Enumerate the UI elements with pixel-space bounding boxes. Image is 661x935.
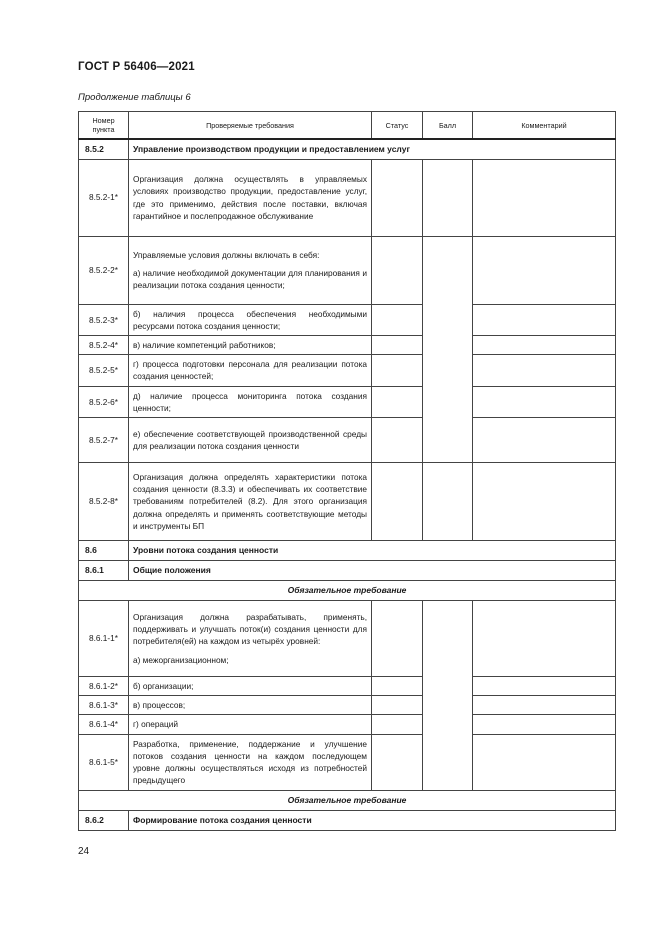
table-row	[79, 335, 616, 354]
requirement-item: а) наличие необходимой документации для планирования и реализации потока создания ценности;	[133, 267, 367, 291]
item-number: 8.5.2	[79, 139, 129, 159]
item-number: 8.5.2-2*	[79, 236, 129, 304]
table-row	[79, 715, 616, 734]
table-row	[79, 696, 616, 715]
item-number: 8.5.2-3*	[79, 304, 129, 335]
comment-cell[interactable]	[473, 304, 616, 335]
section-title: Управление производством продукции и предоставлением услуг	[129, 139, 616, 159]
requirement-intro: Управляемые условия должны включать в себя:	[133, 249, 320, 260]
requirement-item: а) межорганизационном;	[133, 654, 229, 665]
comment-cell[interactable]	[473, 734, 616, 790]
item-number: 8.6.1	[79, 560, 129, 580]
mandatory-requirement-row	[79, 790, 616, 810]
requirement-text: г) процесса подготовки персонала для реализации потока создания ценностей;	[129, 355, 372, 386]
item-number: 8.6.1-2*	[79, 676, 129, 695]
comment-cell[interactable]	[473, 715, 616, 734]
requirement-intro: Организация должна разрабатывать, применять, поддерживать и улучшать поток(и) создания ценности для потребителя(ей) на каждом из четырёх уровней:	[133, 612, 367, 647]
item-number: 8.5.2-8*	[79, 462, 129, 540]
section-row	[79, 139, 616, 159]
comment-cell[interactable]	[473, 417, 616, 462]
status-cell[interactable]	[372, 696, 423, 715]
comment-cell[interactable]	[473, 335, 616, 354]
section-title: Уровни потока создания ценности	[129, 540, 616, 560]
item-number: 8.6	[79, 540, 129, 560]
comment-cell[interactable]	[473, 696, 616, 715]
requirement-text	[129, 600, 372, 676]
comment-cell[interactable]	[473, 386, 616, 417]
table-row	[79, 676, 616, 695]
comment-cell[interactable]	[473, 462, 616, 540]
requirement-text: д) наличие процесса мониторинга потока создания ценности;	[129, 386, 372, 417]
item-number: 8.5.2-4*	[79, 335, 129, 354]
status-cell[interactable]	[372, 600, 423, 676]
status-cell[interactable]	[372, 355, 423, 386]
mandatory-requirement-label: Обязательное требование	[79, 580, 616, 600]
table-row	[79, 734, 616, 790]
status-cell[interactable]	[372, 304, 423, 335]
requirement-text: Разработка, применение, поддержание и улучшение потоков создания ценности на каждом последующем уровне должны осуществляться исходя из потребностей предыдущего	[129, 734, 372, 790]
status-cell[interactable]	[372, 715, 423, 734]
comment-cell[interactable]	[473, 600, 616, 676]
requirement-text: в) наличие компетенций работников;	[129, 335, 372, 354]
comment-cell[interactable]	[473, 676, 616, 695]
table-caption: Продолжение таблицы 6	[78, 92, 191, 103]
table-row	[79, 159, 616, 236]
page-number: 24	[78, 846, 90, 857]
column-header-comment: Комментарий	[473, 112, 616, 140]
status-cell[interactable]	[372, 386, 423, 417]
item-number: 8.6.1-3*	[79, 696, 129, 715]
table-header-row	[79, 112, 616, 140]
score-cell[interactable]	[423, 462, 473, 540]
comment-cell[interactable]	[473, 355, 616, 386]
section-row	[79, 560, 616, 580]
requirement-text: б) наличия процесса обеспечения необходимыми ресурсами потока создания ценности;	[129, 304, 372, 335]
item-number: 8.5.2-1*	[79, 159, 129, 236]
column-header-status: Статус	[372, 112, 423, 140]
column-header-number: Номер пункта	[79, 112, 129, 140]
status-cell[interactable]	[372, 417, 423, 462]
table-row	[79, 417, 616, 462]
requirement-text: Организация должна определять характеристики потока создания ценности (8.3.3) и обеспечивать их соответствие требованиям потребителей (8.2). Для этого организация должна определять и применять соответствующие методы и инструменты БП	[129, 462, 372, 540]
table-row	[79, 600, 616, 676]
comment-cell[interactable]	[473, 236, 616, 304]
requirement-text: е) обеспечение соответствующей производственной среды для реализации потока создания ценности	[129, 417, 372, 462]
status-cell[interactable]	[372, 236, 423, 304]
column-header-requirements: Проверяемые требования	[129, 112, 372, 140]
table-row	[79, 304, 616, 335]
column-header-score: Балл	[423, 112, 473, 140]
requirement-text: г) операций	[129, 715, 372, 734]
item-number: 8.6.1-1*	[79, 600, 129, 676]
section-row	[79, 810, 616, 830]
item-number: 8.6.1-4*	[79, 715, 129, 734]
document-title: ГОСТ Р 56406—2021	[78, 61, 195, 73]
requirements-table	[78, 111, 616, 831]
table-row	[79, 355, 616, 386]
table-row	[79, 462, 616, 540]
table-row	[79, 386, 616, 417]
mandatory-requirement-label: Обязательное требование	[79, 790, 616, 810]
status-cell[interactable]	[372, 734, 423, 790]
requirement-text	[129, 236, 372, 304]
requirement-text: б) организации;	[129, 676, 372, 695]
mandatory-requirement-row	[79, 580, 616, 600]
item-number: 8.6.1-5*	[79, 734, 129, 790]
item-number: 8.6.2	[79, 810, 129, 830]
item-number: 8.5.2-6*	[79, 386, 129, 417]
item-number: 8.5.2-7*	[79, 417, 129, 462]
section-row	[79, 540, 616, 560]
table-row	[79, 236, 616, 304]
score-cell[interactable]	[423, 236, 473, 462]
score-cell[interactable]	[423, 159, 473, 236]
requirement-text: в) процессов;	[129, 696, 372, 715]
status-cell[interactable]	[372, 335, 423, 354]
status-cell[interactable]	[372, 676, 423, 695]
section-title: Общие положения	[129, 560, 616, 580]
item-number: 8.5.2-5*	[79, 355, 129, 386]
status-cell[interactable]	[372, 159, 423, 236]
score-cell[interactable]	[423, 600, 473, 790]
requirement-text: Организация должна осуществлять в управляемых условиях производство продукции, предоставление услуг, где это применимо, действия после поставки, включая гарантийное и послепродажное обслуживание	[129, 159, 372, 236]
status-cell[interactable]	[372, 462, 423, 540]
comment-cell[interactable]	[473, 159, 616, 236]
section-title: Формирование потока создания ценности	[129, 810, 616, 830]
